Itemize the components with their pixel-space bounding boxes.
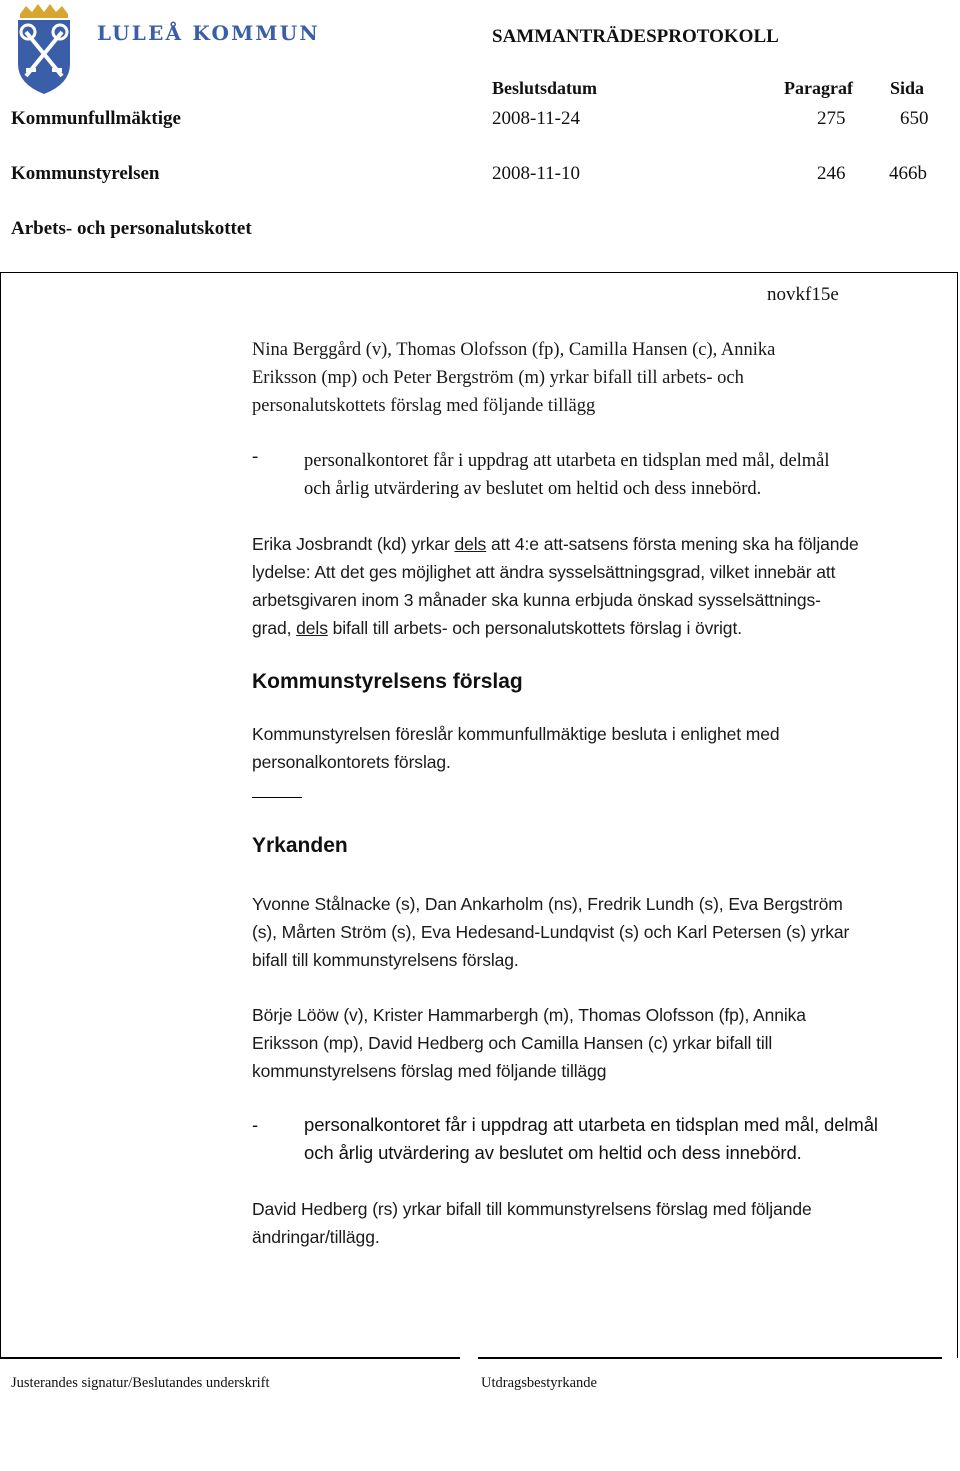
yrkande-1 — [252, 890, 952, 974]
document-code: novkf15e — [767, 284, 839, 305]
yrkande-1-line: Yvonne Stålnacke (s), Dan Ankarholm (ns), Fredrik Lundh (s), Eva Bergström — [252, 894, 843, 914]
motion-1-line: personalutskottets förslag med följande tillägg — [252, 396, 596, 416]
motion-1-line: Eriksson (mp) och Peter Bergström (m) yrkar bifall till arbets- och — [252, 368, 744, 388]
yrkande-2 — [252, 1001, 952, 1085]
row-paragraph-kf: 275 — [817, 108, 846, 129]
row-date-kf: 2008-11-24 — [492, 108, 580, 129]
signature-label: Justerandes signatur/Beslutandes underskrift — [11, 1375, 270, 1391]
col-date-header: Beslutsdatum — [492, 78, 598, 98]
bullet-line: och årlig utvärdering av beslutet om heltid och dess innebörd. — [304, 1142, 802, 1163]
lulea-coat-of-arms-logo — [12, 4, 76, 96]
row-body-kf: Kommunfullmäktige — [11, 108, 181, 129]
extract-certification-label: Utdragsbestyrkande — [481, 1375, 597, 1391]
motion-2-line-1: Erika Josbrandt (kd) yrkar dels att 4:e att-satsens första mening ska ha följande — [252, 534, 859, 554]
yrkande-2-line: Eriksson (mp), David Hedberg och Camilla Hansen (c) yrkar bifall till — [252, 1033, 773, 1053]
col-page-header: Sida — [890, 78, 925, 98]
yrkande-1-line: (s), Mårten Ström (s), Eva Hedesand-Lundqvist (s) och Karl Petersen (s) yrkar — [252, 922, 850, 942]
motion-1-line: Nina Berggård (v), Thomas Olofsson (fp), Camilla Hansen (c), Annika — [252, 340, 776, 360]
yrkande-3-line: ändringar/tillägg. — [252, 1227, 380, 1247]
yrkande-1-line: bifall till kommunstyrelsens förslag. — [252, 950, 519, 970]
motion-1-bullet — [304, 447, 830, 503]
yrkande-2-line: kommunstyrelsens förslag med följande tillägg — [252, 1061, 607, 1081]
row-page-kf: 650 — [900, 108, 929, 129]
row-page-ks: 466b — [889, 163, 927, 184]
footer-rule-left — [0, 1357, 460, 1359]
bullet-line: och årlig utvärdering av beslutet om heltid och dess innebörd. — [304, 479, 762, 499]
org-name: LULEÅ KOMMUN — [97, 21, 320, 45]
motion-paragraph-1 — [252, 336, 952, 420]
section-heading-yrkanden: Yrkanden — [252, 834, 348, 857]
row-body-apu: Arbets- och personalutskottet — [11, 218, 252, 239]
row-body-ks: Kommunstyrelsen — [11, 163, 160, 184]
yrkande-2-bullet — [304, 1111, 878, 1167]
ks-proposal-line: Kommunstyrelsen föreslår kommunfullmäktige besluta i enlighet med — [252, 724, 780, 744]
yrkande-3-line: David Hedberg (rs) yrkar bifall till kommunstyrelsens förslag med följande — [252, 1199, 812, 1219]
motion-paragraph-2 — [252, 530, 952, 642]
row-paragraph-ks: 246 — [817, 163, 846, 184]
yrkande-3 — [252, 1195, 952, 1251]
row-date-ks: 2008-11-10 — [492, 163, 580, 184]
bullet-line: personalkontoret får i uppdrag att utarbeta en tidsplan med mål, delmål — [304, 1114, 878, 1135]
motion-2-line-2: lydelse: Att det ges möjlighet att ändra sysselsättningsgrad, vilket innebär att — [252, 562, 836, 582]
protocol-title: SAMMANTRÄDESPROTOKOLL — [492, 26, 779, 47]
short-separator — [252, 797, 302, 798]
bullet-dash: - — [252, 1114, 259, 1135]
ks-proposal-text — [252, 720, 952, 776]
motion-2-line-4: grad, dels bifall till arbets- och personalutskottets förslag i övrigt. — [252, 618, 742, 638]
col-paragraph-header: Paragraf — [784, 78, 853, 98]
footer-rule-right — [478, 1357, 942, 1359]
motion-2-line-3: arbetsgivaren inom 3 månader ska kunna erbjuda önskad sysselsättnings- — [252, 590, 821, 610]
ks-proposal-line: personalkontorets förslag. — [252, 752, 451, 772]
bullet-line: personalkontoret får i uppdrag att utarbeta en tidsplan med mål, delmål — [304, 451, 830, 471]
bullet-dash: - — [252, 447, 259, 467]
yrkande-2-line: Börje Lööw (v), Krister Hammarbergh (m), Thomas Olofsson (fp), Annika — [252, 1005, 806, 1025]
section-heading-ks-proposal: Kommunstyrelsens förslag — [252, 670, 523, 693]
